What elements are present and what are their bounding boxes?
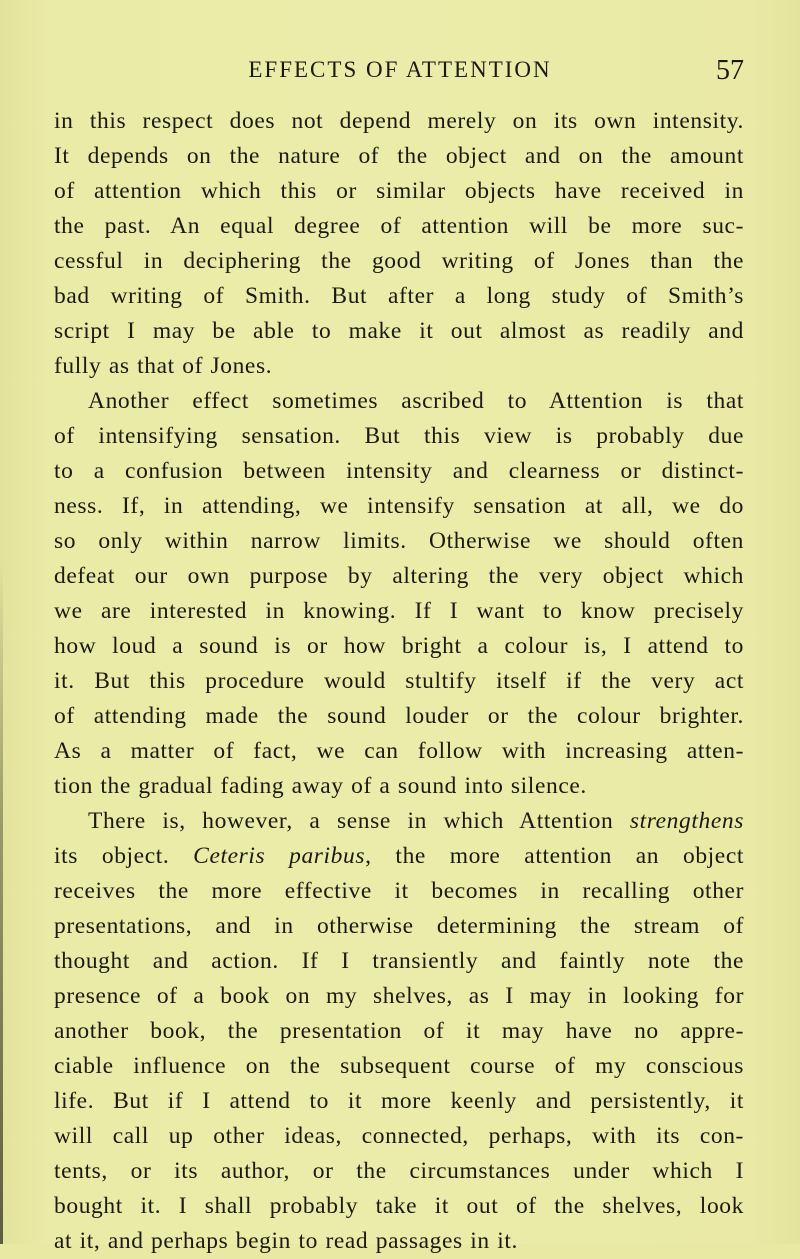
text-line: so only within narrow limits. Otherwise we should often <box>54 528 744 554</box>
text-line: defeat our own purpose by altering the very object which <box>54 563 744 589</box>
text-line-with-italic <box>54 804 744 839</box>
text-line: As a matter of fact, we can follow with increasing atten- <box>54 738 744 764</box>
text-line: ness. If, in attending, we intensify sensation at all, we do <box>54 493 744 519</box>
text-line: bad writing of Smith. But after a long study of Smith’s <box>54 283 744 309</box>
text-line: of intensifying sensation. But this view is probably due <box>54 423 744 449</box>
text-segment: its object. <box>54 843 194 869</box>
text-line: in this respect does not depend merely on its own intensity. <box>54 108 744 134</box>
text-line: Another effect sometimes ascribed to Attention is that <box>88 388 744 414</box>
text-segment: , the more attention an object <box>365 843 744 869</box>
text-line: the past. An equal degree of attention will be more suc- <box>54 213 744 239</box>
text-line: fully as that of Jones. <box>54 353 273 379</box>
text-line: life. But if I attend to it more keenly and persistently, it <box>54 1088 744 1114</box>
text-line: tents, or its author, or the circumstances under which I <box>54 1158 744 1184</box>
running-head: EFFECTS OF ATTENTION <box>248 57 552 82</box>
text-line: presentations, and in otherwise determining the stream of <box>54 913 744 939</box>
page-header <box>0 50 800 90</box>
text-line: It depends on the nature of the object and on the amount <box>54 143 744 169</box>
text-line: cessful in deciphering the good writing of Jones than the <box>54 248 744 274</box>
text-line: bought it. I shall probably take it out of the shelves, look <box>54 1193 744 1219</box>
italic-text: strengthens <box>629 808 744 834</box>
text-line: at it, and perhaps begin to read passages in it. <box>54 1228 518 1254</box>
text-line: it. But this procedure would stultify itself if the very act <box>54 668 744 694</box>
text-line: presence of a book on my shelves, as I may in looking for <box>54 983 744 1009</box>
text-line: another book, the presentation of it may have no appre- <box>54 1018 744 1044</box>
text-line-with-italic <box>54 839 744 874</box>
text-line: script I may be able to make it out almost as readily and <box>54 318 744 344</box>
italic-text: Ceteris paribus <box>193 843 366 869</box>
text-line: tion the gradual fading away of a sound into silence. <box>54 773 587 799</box>
text-segment: There is, however, a sense in which Attention <box>88 808 630 834</box>
text-line: we are interested in knowing. If I want to know precisely <box>54 598 744 624</box>
text-line: of attention which this or similar objects have received in <box>54 178 744 204</box>
text-line: will call up other ideas, connected, perhaps, with its con- <box>54 1123 744 1149</box>
text-line: receives the more effective it becomes in recalling other <box>54 878 744 904</box>
page-edge-shadow <box>0 560 3 1244</box>
text-line: ciable influence on the subsequent course of my conscious <box>54 1053 744 1079</box>
text-line: thought and action. If I transiently and faintly note the <box>54 948 744 974</box>
text-line: how loud a sound is or how bright a colour is, I attend to <box>54 633 744 659</box>
text-line: to a confusion between intensity and clearness or distinct- <box>54 458 744 484</box>
body-text <box>54 104 744 1259</box>
text-line: of attending made the sound louder or the colour brighter. <box>54 703 744 729</box>
page-number: 57 <box>716 55 744 86</box>
